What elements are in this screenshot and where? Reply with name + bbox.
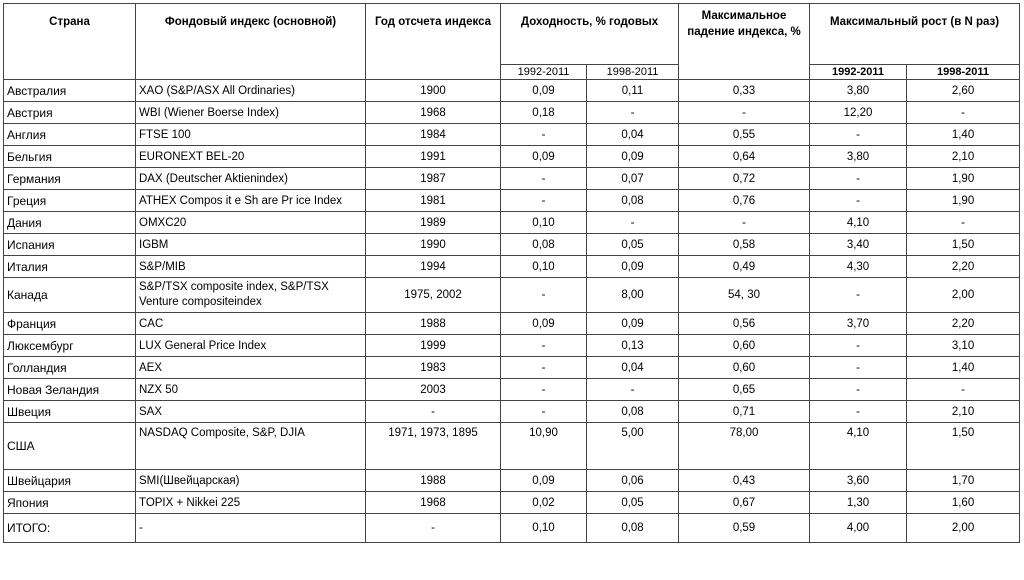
max-drop-cell[interactable]: 0,76 xyxy=(679,190,810,212)
growth-1998-2011-cell[interactable]: - xyxy=(907,379,1020,401)
growth-1998-2011-cell[interactable]: 2,60 xyxy=(907,80,1020,102)
header-index[interactable]: Фондовый индекс (основной) xyxy=(136,4,366,80)
index-cell[interactable]: EURONEXT BEL-20 xyxy=(136,146,366,168)
max-drop-cell[interactable]: 0,49 xyxy=(679,256,810,278)
country-cell[interactable]: Австрия xyxy=(4,102,136,124)
return-1992-2011-cell[interactable]: 0,10 xyxy=(501,212,587,234)
table-row xyxy=(4,234,1020,256)
table-row xyxy=(4,313,1020,335)
growth-1998-2011-cell[interactable]: 1,70 xyxy=(907,470,1020,492)
growth-1998-2011-cell[interactable]: 3,10 xyxy=(907,335,1020,357)
growth-1998-2011-cell[interactable]: 1,40 xyxy=(907,124,1020,146)
table-row xyxy=(4,357,1020,379)
table-row xyxy=(4,423,1020,470)
index-cell[interactable]: DAX (Deutscher Aktienindex) xyxy=(136,168,366,190)
max-drop-cell[interactable]: 0,58 xyxy=(679,234,810,256)
table-row xyxy=(4,379,1020,401)
growth-1998-2011-cell[interactable]: 1,50 xyxy=(907,234,1020,256)
return-1992-2011-cell[interactable]: - xyxy=(501,401,587,423)
index-cell[interactable]: OMXC20 xyxy=(136,212,366,234)
return-1992-2011-cell[interactable]: 0,08 xyxy=(501,234,587,256)
growth-1992-2011-cell[interactable]: - xyxy=(810,357,907,379)
growth-1998-2011-cell[interactable]: 2,20 xyxy=(907,313,1020,335)
country-cell[interactable]: Швейцария xyxy=(4,470,136,492)
country-cell[interactable]: Англия xyxy=(4,124,136,146)
country-cell[interactable]: Швеция xyxy=(4,401,136,423)
growth-1998-2011-cell[interactable]: 1,40 xyxy=(907,357,1020,379)
year-cell[interactable]: 1981 xyxy=(366,190,501,212)
index-cell[interactable]: AEX xyxy=(136,357,366,379)
table-row xyxy=(4,256,1020,278)
table-row xyxy=(4,335,1020,357)
max-drop-cell[interactable]: - xyxy=(679,102,810,124)
growth-1992-2011-cell[interactable]: - xyxy=(810,278,907,313)
return-1992-2011-cell[interactable]: 10,90 xyxy=(501,423,587,470)
max-drop-cell[interactable]: - xyxy=(679,212,810,234)
growth-1998-2011-cell[interactable]: - xyxy=(907,102,1020,124)
max-drop-cell[interactable]: 0,60 xyxy=(679,335,810,357)
growth-1992-2011-cell[interactable]: - xyxy=(810,190,907,212)
country-cell[interactable]: Греция xyxy=(4,190,136,212)
return-1998-2011-cell[interactable]: - xyxy=(587,102,679,124)
table-row xyxy=(4,401,1020,423)
growth-1992-2011-cell[interactable]: 3,40 xyxy=(810,234,907,256)
table-row xyxy=(4,168,1020,190)
header-max-growth[interactable]: Максимальный рост (в N раз) xyxy=(810,4,1020,65)
growth-1992-2011-cell[interactable]: 12,20 xyxy=(810,102,907,124)
index-cell[interactable]: XAO (S&P/ASX All Ordinaries) xyxy=(136,80,366,102)
year-cell[interactable]: 1968 xyxy=(366,102,501,124)
return-1992-2011-cell[interactable]: - xyxy=(501,335,587,357)
index-cell[interactable]: NASDAQ Composite, S&P, DJIA xyxy=(136,423,366,470)
year-cell[interactable]: 1983 xyxy=(366,357,501,379)
return-1998-2011-cell[interactable]: - xyxy=(587,212,679,234)
header-returns[interactable]: Доходность, % годовых xyxy=(501,4,679,65)
return-1992-2011-cell[interactable]: 0,10 xyxy=(501,514,587,543)
return-1998-2011-cell[interactable]: 8,00 xyxy=(587,278,679,313)
country-cell[interactable]: Новая Зеландия xyxy=(4,379,136,401)
growth-1992-2011-cell[interactable]: 3,60 xyxy=(810,470,907,492)
table-row xyxy=(4,80,1020,102)
return-1998-2011-cell[interactable]: 0,09 xyxy=(587,313,679,335)
growth-1992-2011-cell[interactable]: 4,10 xyxy=(810,212,907,234)
table-row xyxy=(4,102,1020,124)
return-1992-2011-cell[interactable]: 0,18 xyxy=(501,102,587,124)
growth-1998-2011-cell[interactable]: 1,50 xyxy=(907,423,1020,470)
return-1992-2011-cell[interactable]: - xyxy=(501,379,587,401)
table-row xyxy=(4,124,1020,146)
spreadsheet xyxy=(3,3,1020,543)
year-cell[interactable]: 2003 xyxy=(366,379,501,401)
year-cell[interactable]: 1971, 1973, 1895 xyxy=(366,423,501,470)
return-1998-2011-cell[interactable]: 0,08 xyxy=(587,190,679,212)
max-drop-cell[interactable]: 0,60 xyxy=(679,357,810,379)
header-growth-period-a[interactable]: 1992-2011 xyxy=(810,65,907,80)
return-1998-2011-cell[interactable]: 0,08 xyxy=(587,401,679,423)
country-cell[interactable]: Италия xyxy=(4,256,136,278)
max-drop-cell[interactable]: 0,67 xyxy=(679,492,810,514)
table-row xyxy=(4,212,1020,234)
country-cell[interactable]: Голландия xyxy=(4,357,136,379)
country-cell[interactable]: Австралия xyxy=(4,80,136,102)
header-max-drop[interactable]: Максимальное падение индекса, % xyxy=(679,4,810,80)
country-cell[interactable]: США xyxy=(4,423,136,470)
return-1992-2011-cell[interactable]: - xyxy=(501,124,587,146)
country-cell[interactable]: Япония xyxy=(4,492,136,514)
return-1992-2011-cell[interactable]: 0,10 xyxy=(501,256,587,278)
max-drop-cell[interactable]: 0,65 xyxy=(679,379,810,401)
year-cell[interactable]: 1975, 2002 xyxy=(366,278,501,313)
growth-1992-2011-cell[interactable]: - xyxy=(810,379,907,401)
growth-1992-2011-cell[interactable]: 3,70 xyxy=(810,313,907,335)
growth-1998-2011-cell[interactable]: 2,20 xyxy=(907,256,1020,278)
year-cell[interactable]: - xyxy=(366,401,501,423)
index-cell[interactable]: S&P/TSX composite index, S&P/TSX Venture compositeindex xyxy=(136,278,366,313)
total-row xyxy=(4,514,1020,543)
max-drop-cell[interactable]: 0,43 xyxy=(679,470,810,492)
growth-1998-2011-cell[interactable]: 2,10 xyxy=(907,401,1020,423)
return-1998-2011-cell[interactable]: 0,09 xyxy=(587,256,679,278)
max-drop-cell[interactable]: 0,72 xyxy=(679,168,810,190)
growth-1998-2011-cell[interactable]: 2,00 xyxy=(907,278,1020,313)
return-1992-2011-cell[interactable]: 0,09 xyxy=(501,470,587,492)
return-1998-2011-cell[interactable]: 0,04 xyxy=(587,357,679,379)
max-drop-cell[interactable]: 0,55 xyxy=(679,124,810,146)
header-returns-period-a[interactable]: 1992-2011 xyxy=(501,65,587,80)
return-1992-2011-cell[interactable]: - xyxy=(501,357,587,379)
growth-1998-2011-cell[interactable]: 2,10 xyxy=(907,146,1020,168)
growth-1992-2011-cell[interactable]: 3,80 xyxy=(810,146,907,168)
index-cell[interactable]: ATHEX Compos it e Sh are Pr ice Index xyxy=(136,190,366,212)
table-row xyxy=(4,190,1020,212)
table-row xyxy=(4,278,1020,313)
return-1992-2011-cell[interactable]: - xyxy=(501,190,587,212)
header-returns-period-b[interactable]: 1998-2011 xyxy=(587,65,679,80)
return-1998-2011-cell[interactable]: 0,07 xyxy=(587,168,679,190)
growth-1998-2011-cell[interactable]: - xyxy=(907,212,1020,234)
return-1992-2011-cell[interactable]: - xyxy=(501,168,587,190)
year-cell[interactable]: - xyxy=(366,514,501,543)
return-1998-2011-cell[interactable]: 0,08 xyxy=(587,514,679,543)
return-1998-2011-cell[interactable]: 0,09 xyxy=(587,146,679,168)
growth-1992-2011-cell[interactable]: - xyxy=(810,124,907,146)
year-cell[interactable]: 1999 xyxy=(366,335,501,357)
header-growth-period-b[interactable]: 1998-2011 xyxy=(907,65,1020,80)
year-cell[interactable]: 1989 xyxy=(366,212,501,234)
year-cell[interactable]: 1994 xyxy=(366,256,501,278)
table-body xyxy=(4,80,1020,543)
table-row xyxy=(4,146,1020,168)
max-drop-cell[interactable]: 0,56 xyxy=(679,313,810,335)
growth-1998-2011-cell[interactable]: 2,00 xyxy=(907,514,1020,543)
year-cell[interactable]: 1990 xyxy=(366,234,501,256)
index-cell[interactable]: S&P/MIB xyxy=(136,256,366,278)
index-cell[interactable]: FTSE 100 xyxy=(136,124,366,146)
max-drop-cell[interactable]: 54, 30 xyxy=(679,278,810,313)
growth-1992-2011-cell[interactable]: 1,30 xyxy=(810,492,907,514)
stock-index-table xyxy=(3,3,1020,543)
country-cell[interactable]: Дания xyxy=(4,212,136,234)
max-drop-cell[interactable]: 0,59 xyxy=(679,514,810,543)
growth-1992-2011-cell[interactable]: - xyxy=(810,401,907,423)
return-1998-2011-cell[interactable]: 5,00 xyxy=(587,423,679,470)
return-1998-2011-cell[interactable]: 0,04 xyxy=(587,124,679,146)
return-1992-2011-cell[interactable]: 0,09 xyxy=(501,146,587,168)
growth-1998-2011-cell[interactable]: 1,60 xyxy=(907,492,1020,514)
year-cell[interactable]: 1987 xyxy=(366,168,501,190)
return-1992-2011-cell[interactable]: 0,09 xyxy=(501,313,587,335)
return-1998-2011-cell[interactable]: 0,05 xyxy=(587,234,679,256)
return-1992-2011-cell[interactable]: 0,02 xyxy=(501,492,587,514)
country-cell[interactable]: Германия xyxy=(4,168,136,190)
year-cell[interactable]: 1968 xyxy=(366,492,501,514)
return-1992-2011-cell[interactable]: 0,09 xyxy=(501,80,587,102)
year-cell[interactable]: 1988 xyxy=(366,313,501,335)
country-cell[interactable]: Испания xyxy=(4,234,136,256)
country-cell[interactable]: Канада xyxy=(4,278,136,313)
index-cell[interactable]: TOPIX + Nikkei 225 xyxy=(136,492,366,514)
growth-1992-2011-cell[interactable]: 4,00 xyxy=(810,514,907,543)
return-1998-2011-cell[interactable]: 0,06 xyxy=(587,470,679,492)
year-cell[interactable]: 1991 xyxy=(366,146,501,168)
growth-1992-2011-cell[interactable]: - xyxy=(810,335,907,357)
growth-1992-2011-cell[interactable]: 4,30 xyxy=(810,256,907,278)
return-1998-2011-cell[interactable]: 0,05 xyxy=(587,492,679,514)
country-cell[interactable]: Люксембург xyxy=(4,335,136,357)
index-cell[interactable]: NZX 50 xyxy=(136,379,366,401)
growth-1992-2011-cell[interactable]: 3,80 xyxy=(810,80,907,102)
growth-1992-2011-cell[interactable]: 4,10 xyxy=(810,423,907,470)
country-cell[interactable]: Франция xyxy=(4,313,136,335)
max-drop-cell[interactable]: 0,64 xyxy=(679,146,810,168)
header-year[interactable]: Год отсчета индекса xyxy=(366,4,501,80)
year-cell[interactable]: 1900 xyxy=(366,80,501,102)
index-cell[interactable]: CAC xyxy=(136,313,366,335)
max-drop-cell[interactable]: 0,33 xyxy=(679,80,810,102)
growth-1998-2011-cell[interactable]: 1,90 xyxy=(907,168,1020,190)
year-cell[interactable]: 1988 xyxy=(366,470,501,492)
index-cell[interactable]: WBI (Wiener Boerse Index) xyxy=(136,102,366,124)
table-row xyxy=(4,470,1020,492)
year-cell[interactable]: 1984 xyxy=(366,124,501,146)
index-cell[interactable]: SAX xyxy=(136,401,366,423)
header-country[interactable]: Страна xyxy=(4,4,136,80)
growth-1998-2011-cell[interactable]: 1,90 xyxy=(907,190,1020,212)
return-1998-2011-cell[interactable]: 0,13 xyxy=(587,335,679,357)
country-cell[interactable]: ИТОГО: xyxy=(4,514,136,543)
growth-1992-2011-cell[interactable]: - xyxy=(810,168,907,190)
index-cell[interactable]: IGBM xyxy=(136,234,366,256)
index-cell[interactable]: - xyxy=(136,514,366,543)
country-cell[interactable]: Бельгия xyxy=(4,146,136,168)
index-cell[interactable]: LUX General Price Index xyxy=(136,335,366,357)
return-1992-2011-cell[interactable]: - xyxy=(501,278,587,313)
max-drop-cell[interactable]: 78,00 xyxy=(679,423,810,470)
index-cell[interactable]: SMI(Швейцарская) xyxy=(136,470,366,492)
return-1998-2011-cell[interactable]: 0,11 xyxy=(587,80,679,102)
table-row xyxy=(4,492,1020,514)
max-drop-cell[interactable]: 0,71 xyxy=(679,401,810,423)
return-1998-2011-cell[interactable]: - xyxy=(587,379,679,401)
